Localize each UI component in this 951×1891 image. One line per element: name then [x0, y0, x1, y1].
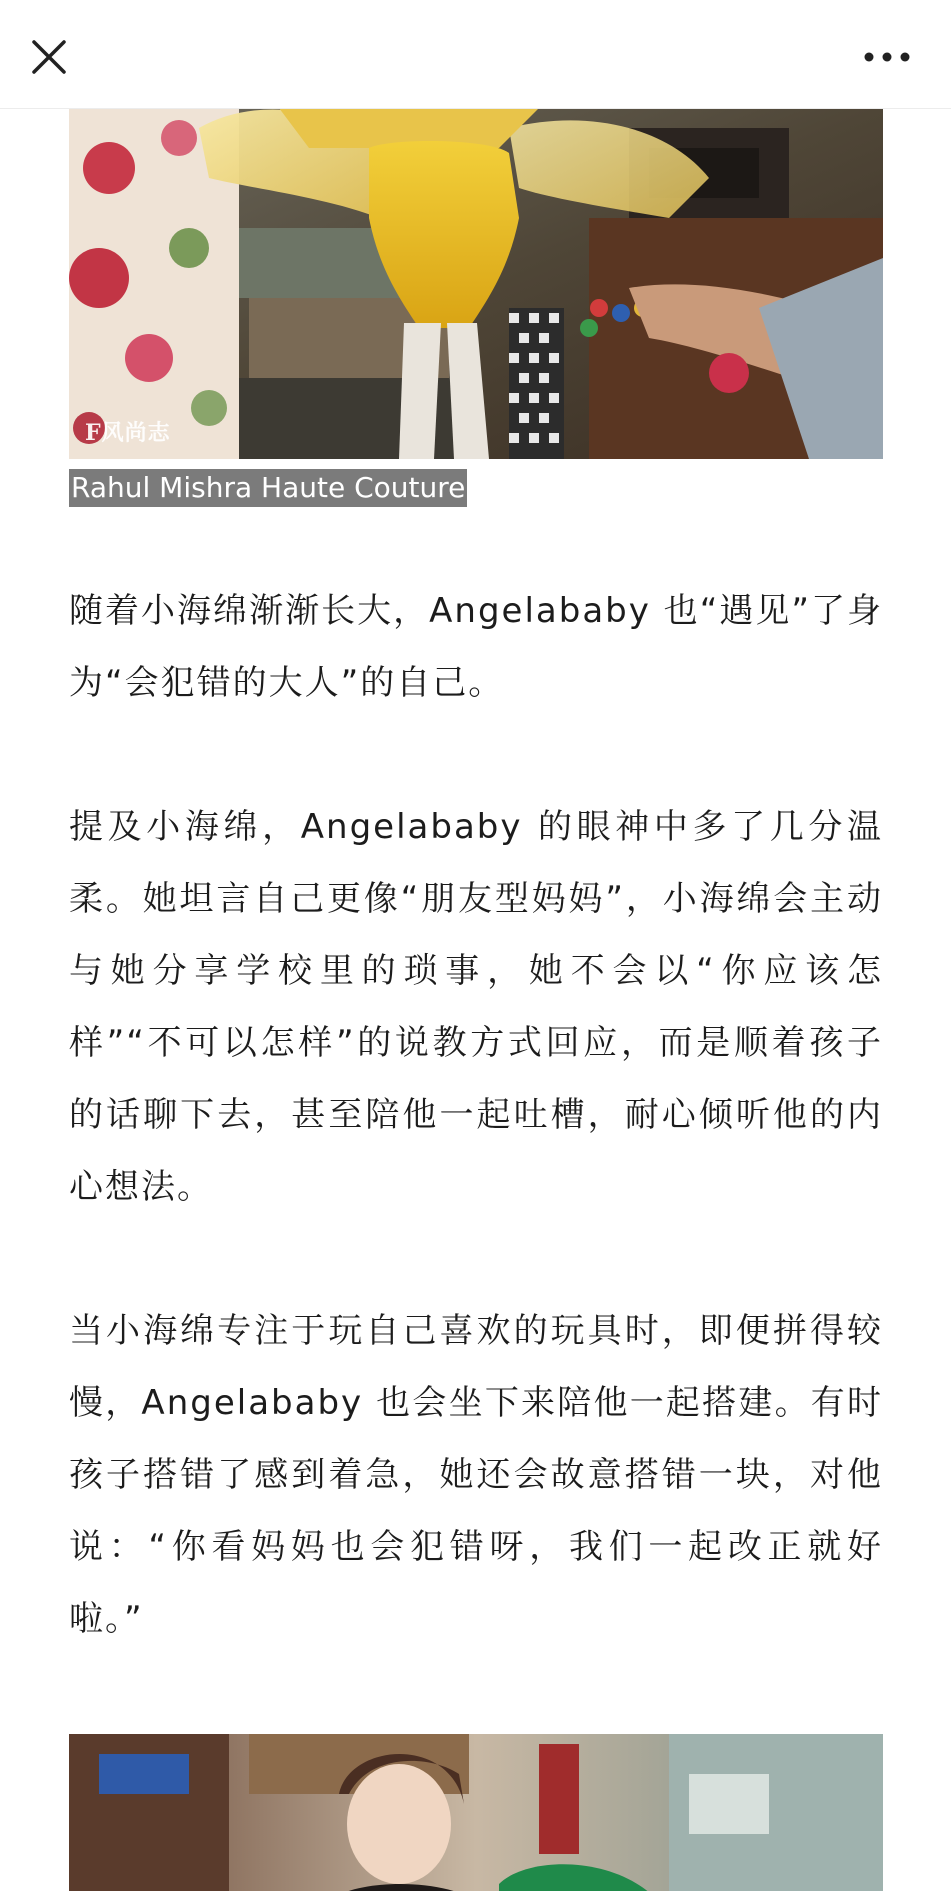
paragraph-2: 提及小海绵，Angelababy 的眼神中多了几分温柔。她坦言自己更像“朋友型妈妈”，小海绵会主动与她分享学校里的琐事，她不会以“你应该怎样”“不可以怎样”的说教方式回应，而是顺着孩子的话聊下去，甚至陪他一起吐槽，耐心倾听他的内心想法。 — [69, 807, 883, 1207]
article-photo-market[interactable] — [69, 1734, 883, 1891]
market-photo-illustration — [69, 1734, 883, 1891]
top-bar — [0, 0, 951, 109]
close-button[interactable] — [28, 36, 70, 78]
more-options-button[interactable] — [863, 46, 911, 68]
couture-photo-illustration — [69, 108, 883, 459]
paragraph-3: 当小海绵专注于玩自己喜欢的玩具时，即便拼得较慢，Angelababy 也会坐下来陪他一起搭建。有时孩子搭错了感到着急，她还会故意搭错一块，对他说：“你看妈妈也会犯错呀，我们一起改正就好啦。” — [69, 1311, 883, 1639]
more-dots-icon — [863, 46, 911, 68]
photo-watermark: F风尚志 — [85, 420, 171, 446]
article-content — [69, 108, 883, 1891]
photo-caption: Rahul Mishra Haute Couture — [69, 469, 467, 507]
paragraph-1: 随着小海绵渐渐长大，Angelababy 也“遇见”了身为“会犯错的大人”的自己。 — [69, 591, 883, 703]
article-photo-wrap — [69, 1734, 883, 1891]
close-icon — [28, 36, 70, 78]
article-photo-couture[interactable] — [69, 108, 883, 459]
